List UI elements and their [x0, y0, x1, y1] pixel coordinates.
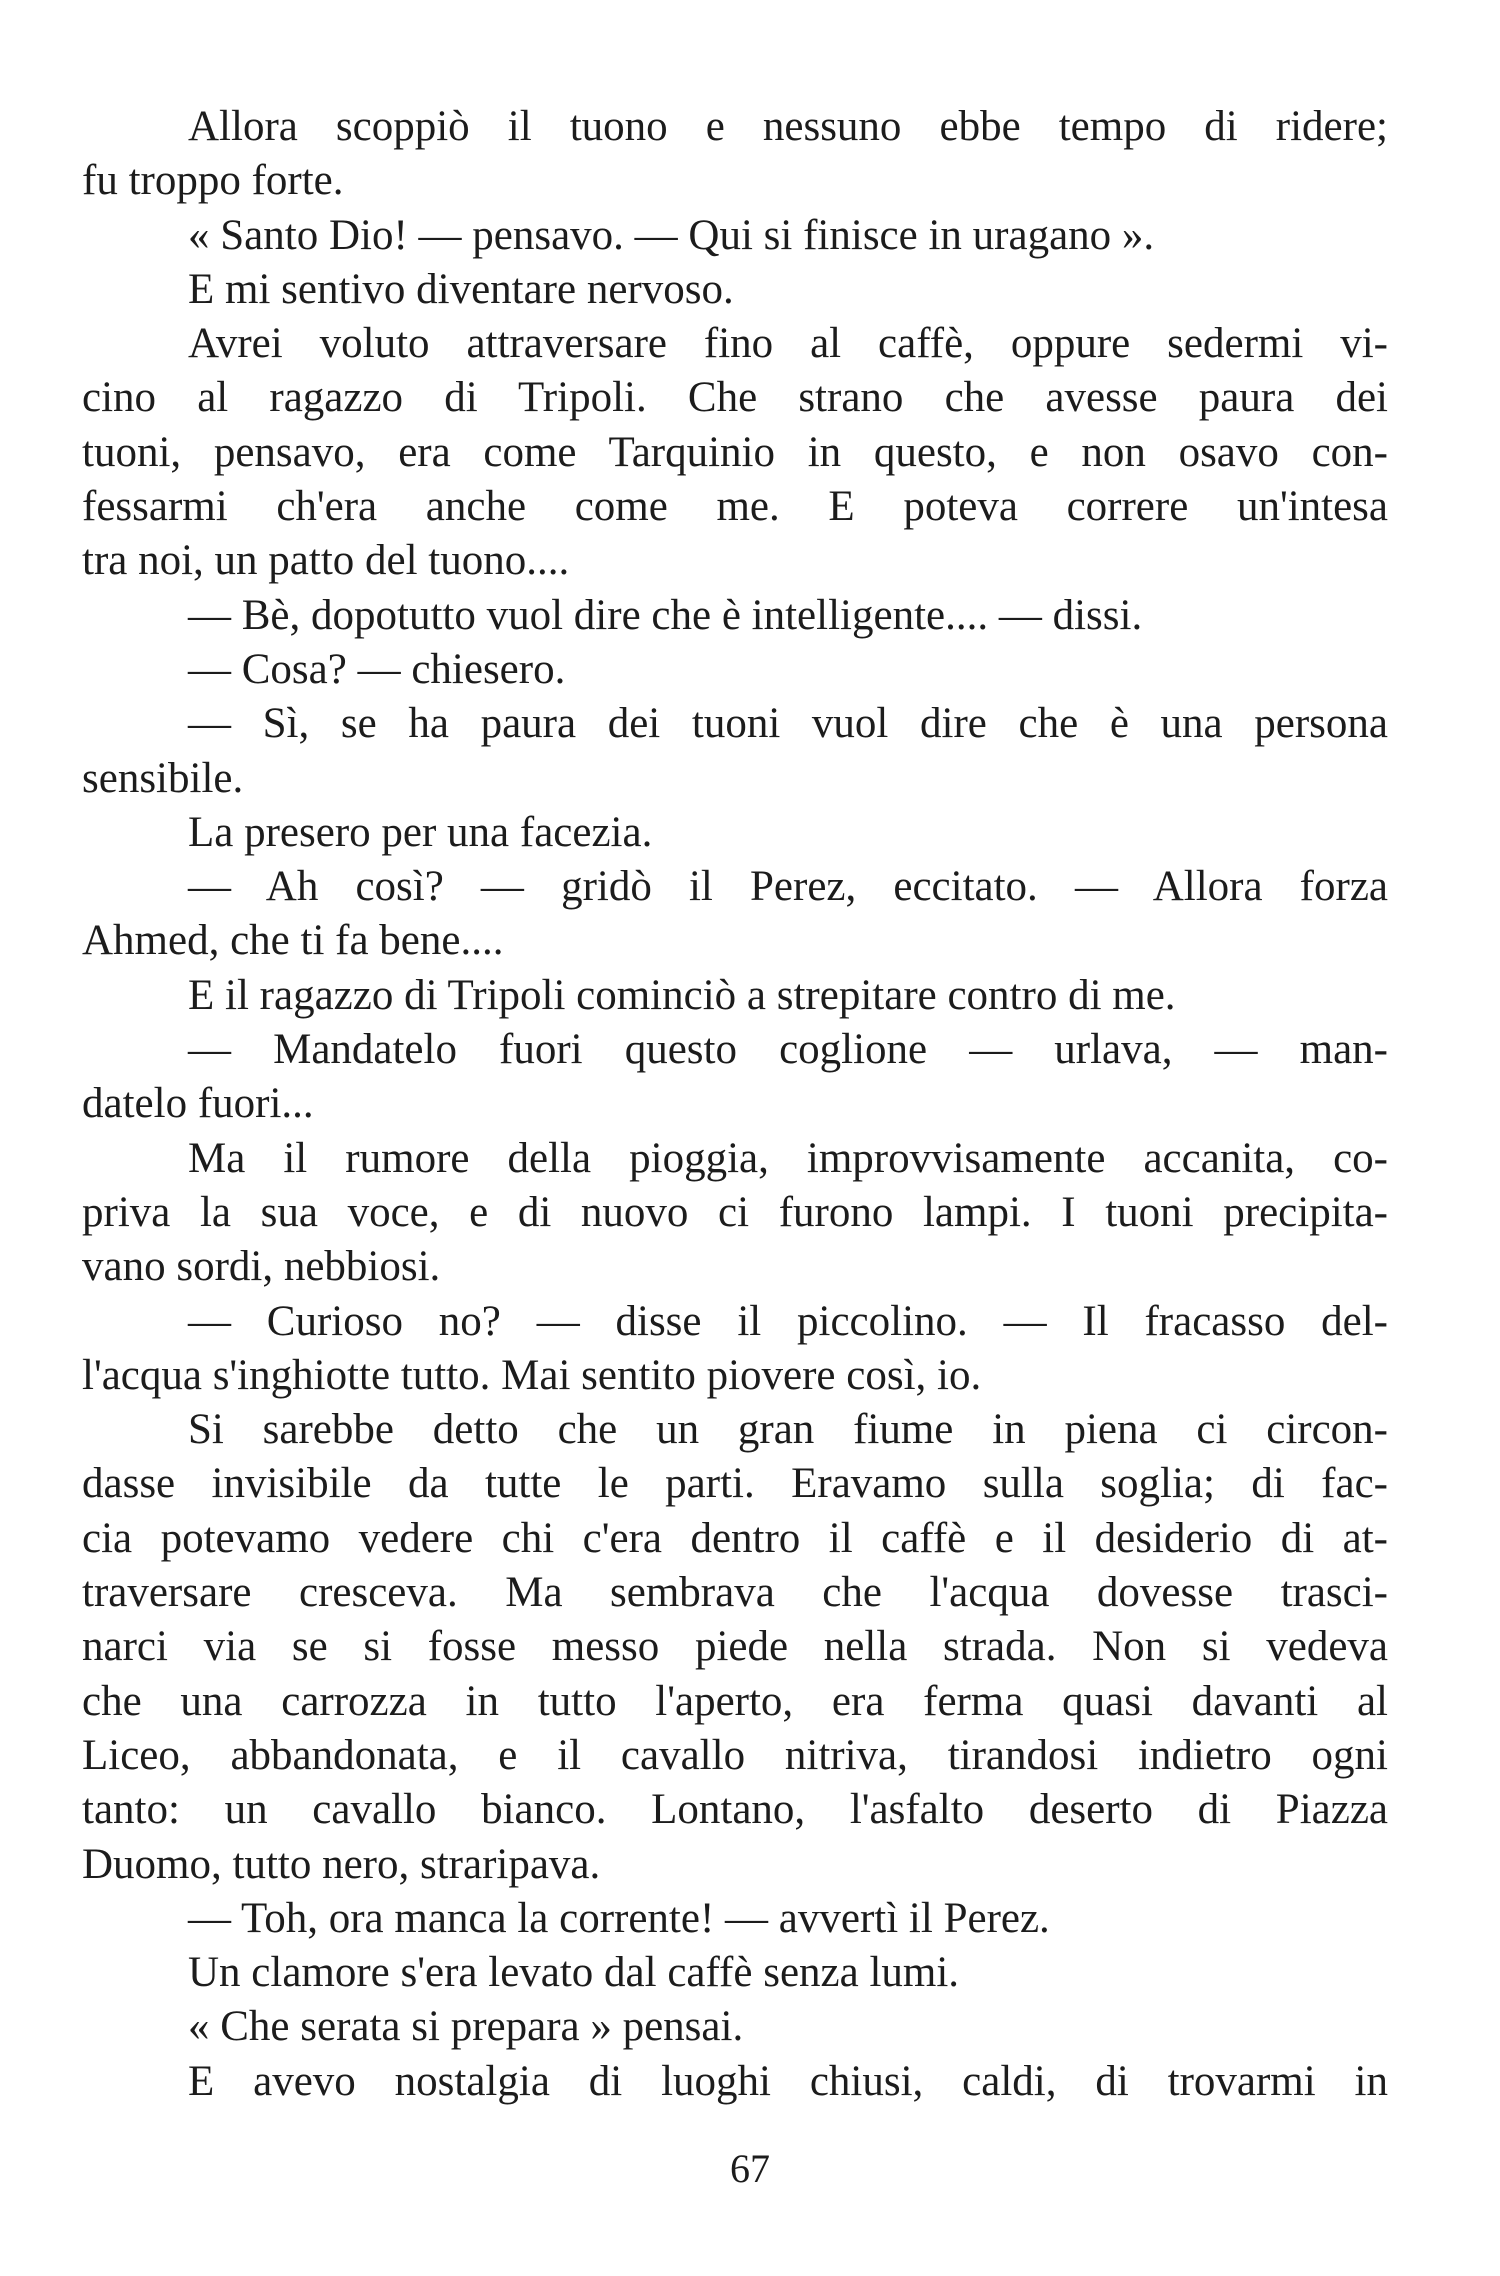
text-line: E mi sentivo diventare nervoso.	[188, 265, 734, 313]
text-line: cia potevamo vedere chi c'era dentro il caffè e il desiderio di at-	[82, 1514, 1388, 1562]
text-line: La presero per una facezia.	[188, 808, 653, 856]
text-line: traversare cresceva. Ma sembrava che l'acqua dovesse trasci-	[82, 1569, 1388, 1617]
text-line: — Cosa? — chiesero.	[188, 645, 566, 693]
text-line: Ma il rumore della pioggia, improvvisamente accanita, co-	[188, 1134, 1388, 1182]
text-line: — Ah così? — gridò il Perez, eccitato. — Allora forza	[188, 863, 1388, 911]
text-line: « Che serata si prepara » pensai.	[188, 2003, 744, 2051]
text-line: cino al ragazzo di Tripoli. Che strano che avesse paura dei	[82, 374, 1388, 422]
text-line: priva la sua voce, e di nuovo ci furono lampi. I tuoni precipita-	[82, 1188, 1388, 1236]
text-line: — Toh, ora manca la corrente! — avvertì il Perez.	[188, 1894, 1050, 1942]
text-line: Duomo, tutto nero, straripava.	[82, 1840, 601, 1888]
text-line: — Bè, dopotutto vuol dire che è intelligente.... — dissi.	[188, 591, 1143, 639]
text-line: narci via se si fosse messo piede nella strada. Non si vedeva	[82, 1623, 1388, 1671]
text-line: E il ragazzo di Tripoli cominciò a strepitare contro di me.	[188, 971, 1176, 1019]
text-line: Liceo, abbandonata, e il cavallo nitriva, tirandosi indietro ogni	[82, 1731, 1388, 1779]
text-line: Allora scoppiò il tuono e nessuno ebbe tempo di ridere;	[188, 103, 1388, 150]
text-line: vano sordi, nebbiosi.	[82, 1243, 441, 1291]
text-line: — Sì, se ha paura dei tuoni vuol dire che è una persona	[188, 700, 1388, 748]
text-line: tanto: un cavallo bianco. Lontano, l'asfalto deserto di Piazza	[82, 1786, 1388, 1834]
body-text	[82, 100, 1388, 2109]
text-line: E avevo nostalgia di luoghi chiusi, caldi, di trovarmi in	[188, 2057, 1388, 2105]
text-line: sensibile.	[82, 754, 244, 802]
text-line: — Mandatelo fuori questo coglione — urlava, — man-	[188, 1026, 1388, 1074]
text-line: l'acqua s'inghiotte tutto. Mai sentito piovere così, io.	[82, 1351, 982, 1399]
text-line: che una carrozza in tutto l'aperto, era ferma quasi davanti al	[82, 1677, 1388, 1725]
text-line: Ahmed, che ti fa bene....	[82, 917, 504, 965]
text-line: fu troppo forte.	[82, 157, 344, 205]
text-line: Si sarebbe detto che un gran fiume in piena ci circon-	[188, 1406, 1388, 1454]
text-line: tuoni, pensavo, era come Tarquinio in questo, e non osavo con-	[82, 428, 1388, 476]
text-line: tra noi, un patto del tuono....	[82, 537, 570, 585]
text-line: — Curioso no? — disse il piccolino. — Il fracasso del-	[188, 1297, 1388, 1345]
page-number: 67	[730, 2146, 770, 2191]
text-line: Avrei voluto attraversare fino al caffè, oppure sedermi vi-	[188, 320, 1388, 368]
text-line: dasse invisibile da tutte le parti. Eravamo sulla soglia; di fac-	[82, 1460, 1388, 1508]
text-line: « Santo Dio! — pensavo. — Qui si finisce in uragano ».	[188, 211, 1155, 259]
text-line: datelo fuori...	[82, 1080, 314, 1128]
text-line: Un clamore s'era levato dal caffè senza lumi.	[188, 1949, 960, 1997]
text-line: fessarmi ch'era anche come me. E poteva correre un'intesa	[82, 483, 1388, 531]
